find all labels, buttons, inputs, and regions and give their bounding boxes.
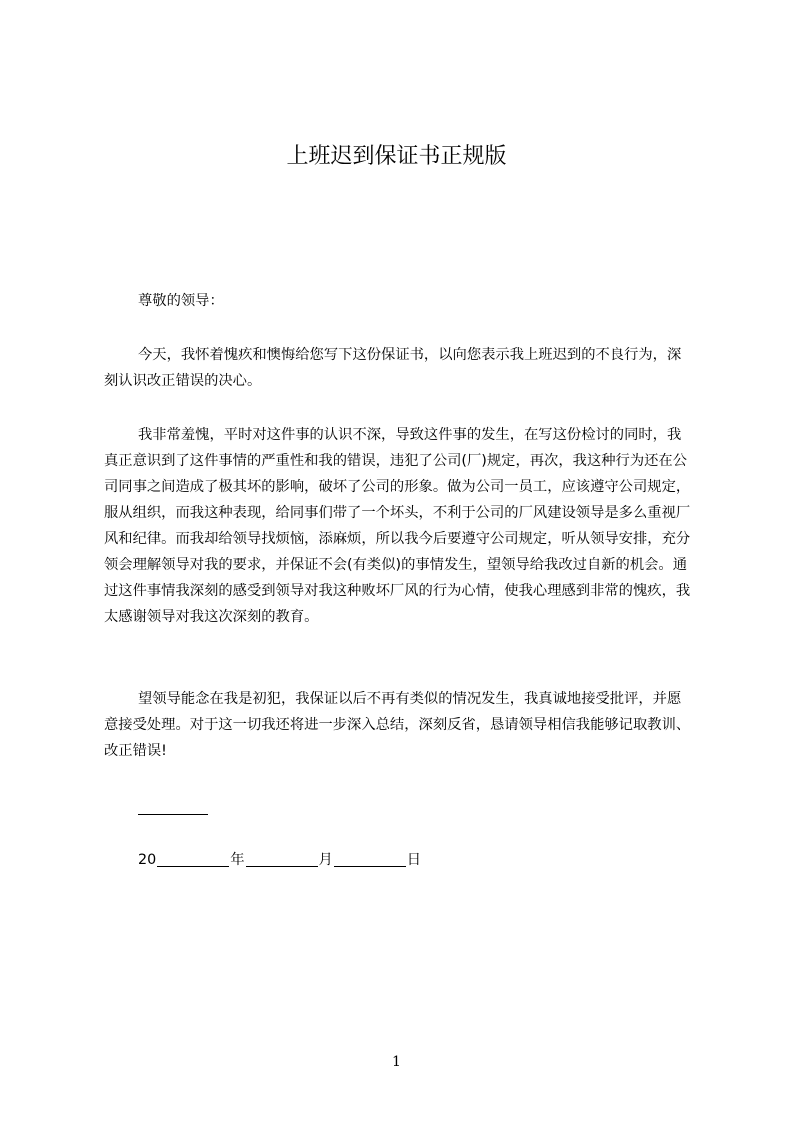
paragraph-reflection: 我非常羞愧，平时对这件事的认识不深，导致这件事的发生，在写这份检讨的同时，我真正意识到了这件事情的严重性和我的错误，违犯了公司(厂)规定，再次，我这种行为还在公司同事之间造成了极其坏的影响，破坏了公司的形象。做为公司一员工，应该遵守公司规定，服从组织，而我这种表现，给同事们带了一个坏头，不利于公司的厂风建设领导是多么重视厂风和纪律。而我却给领导找烦恼，添麻烦，所以我今后要遵守公司规定，听从领导安排，充分领会理解领导对我的要求，并保证不会(有类似)的事情发生，望领导给我改过自新的机会。通过这件事情我深刻的感受到领导对我这种败坏厂风的行为心情，使我心理感到非常的愧疚，我太感谢领导对我这次深刻的教育。: [104, 427, 691, 625]
signature-line: [138, 800, 208, 815]
date-year-label: 年: [230, 852, 245, 868]
document-title: 上班迟到保证书正规版: [286, 144, 507, 169]
month-blank: [246, 852, 318, 867]
page-number: 1: [392, 1054, 401, 1070]
day-blank: [334, 852, 406, 867]
salutation: 尊敬的领导：: [138, 293, 224, 309]
date-month-label: 月: [318, 852, 333, 868]
year-blank: [157, 852, 229, 867]
date-line: [138, 850, 421, 870]
paragraph-intro: 今天，我怀着愧疚和懊悔给您写下这份保证书，以向您表示我上班迟到的不良行为，深刻认识改正错误的决心。: [104, 347, 682, 389]
date-day-label: 日: [406, 852, 422, 868]
date-year-prefix: 20: [138, 852, 157, 868]
paragraph-promise: 望领导能念在我是初犯，我保证以后不再有类似的情况发生，我真诚地接受批评，并愿意接受处理。对于这一切我还将进一步深入总结，深刻反省，恳请领导相信我能够记取教训、改正错误!: [104, 691, 691, 759]
